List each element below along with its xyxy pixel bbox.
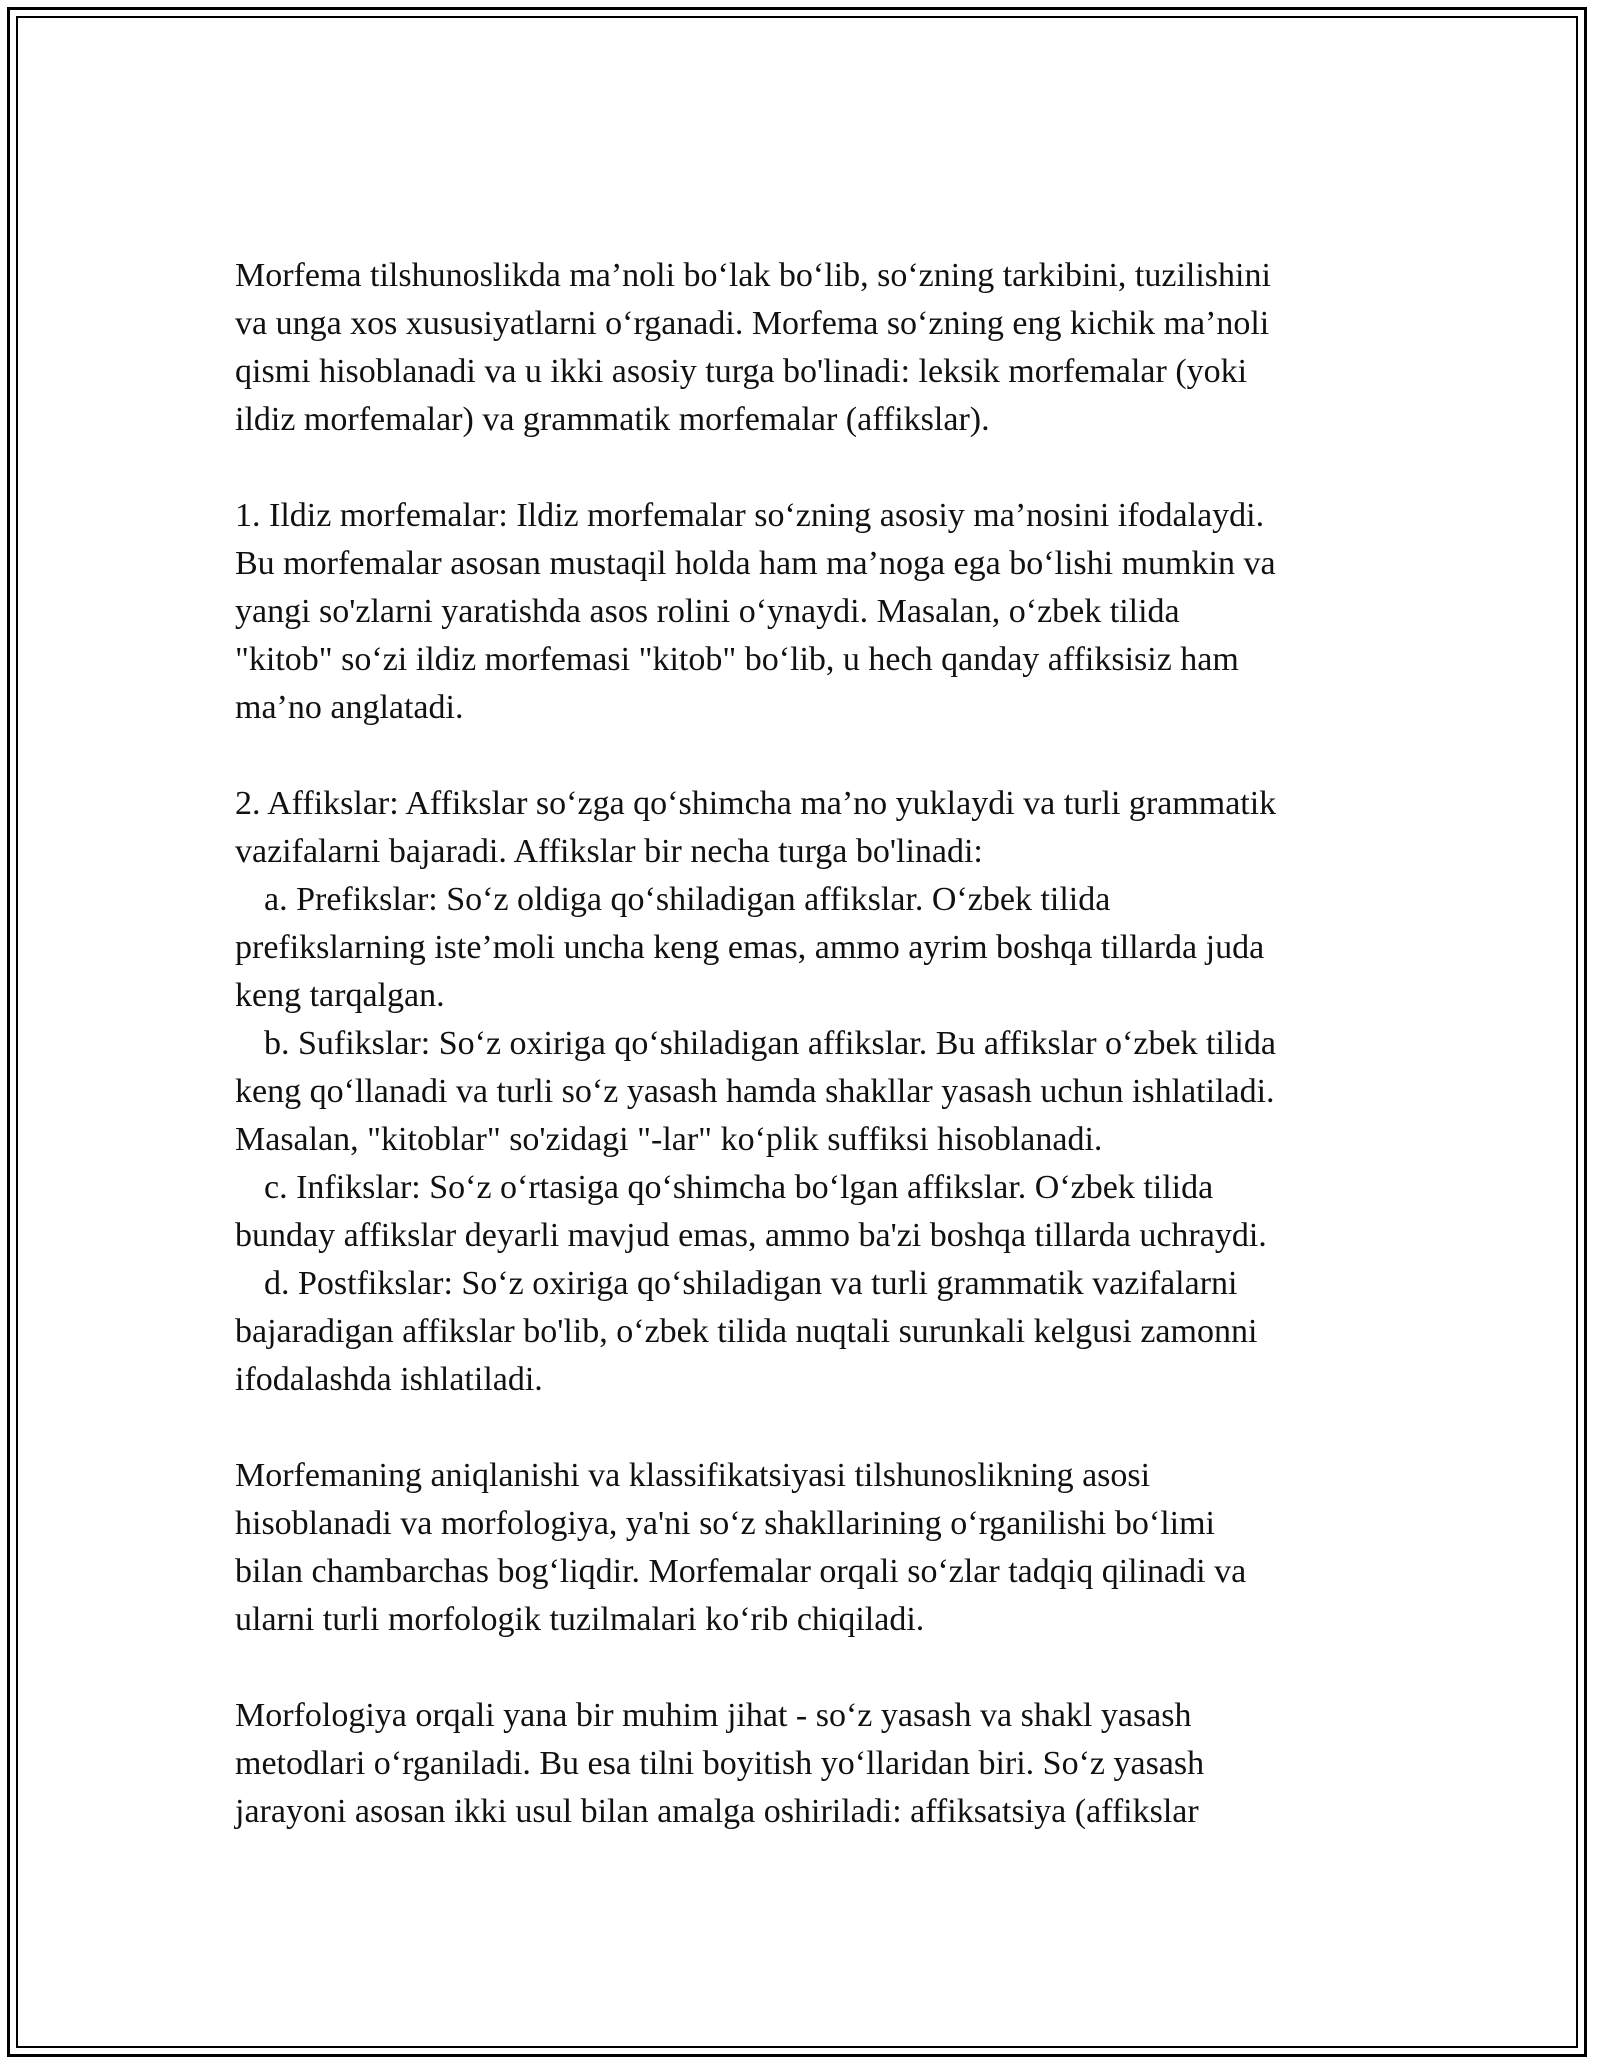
list-item-label: a. Prefikslar: So‘z oldiga qo‘shiladigan affikslar. O‘zbek tilida: [264, 881, 1111, 918]
list-item-suffixes: [235, 1020, 1375, 1164]
text-line: ildiz morfemalar) va grammatik morfemalar (affikslar).: [235, 401, 990, 438]
text-line: hisoblanadi va morfologiya, ya'ni so‘z shakllarining o‘rganilishi bo‘limi: [235, 1505, 1215, 1542]
paragraph-morphology: [235, 1692, 1375, 1836]
text-line: 2. Affikslar: Affikslar so‘zga qo‘shimcha ma’no yuklaydi va turli grammatik: [235, 785, 1277, 822]
paragraph-spacer: [235, 732, 1375, 780]
text-line: ma’no anglatadi.: [235, 689, 464, 726]
text-line: Morfema tilshunoslikda ma’noli bo‘lak bo‘lib, so‘zning tarkibini, tuzilishini: [235, 257, 1271, 294]
text-line: ularni turli morfologik tuzilmalari ko‘rib chiqiladi.: [235, 1601, 925, 1638]
text-line: ifodalashda ishlatiladi.: [235, 1361, 543, 1398]
paragraph-root-morphemes: [235, 492, 1375, 732]
paragraph-spacer: [235, 1404, 1375, 1452]
paragraph-classification: [235, 1452, 1375, 1644]
text-line: Bu morfemalar asosan mustaqil holda ham ma’noga ega bo‘lishi mumkin va: [235, 545, 1276, 582]
paragraph-spacer: [235, 444, 1375, 492]
text-line: Morfologiya orqali yana bir muhim jihat - so‘z yasash va shakl yasash: [235, 1697, 1192, 1734]
list-item-prefixes: [235, 876, 1375, 1020]
document-body: [235, 252, 1375, 1836]
list-item-label: d. Postfikslar: So‘z oxiriga qo‘shiladigan va turli grammatik vazifalarni: [264, 1265, 1238, 1302]
text-line: metodlari o‘rganiladi. Bu esa tilni boyitish yo‘llaridan biri. So‘z yasash: [235, 1745, 1205, 1782]
text-line: bajaradigan affikslar bo'lib, o‘zbek tilida nuqtali surunkali kelgusi zamonni: [235, 1313, 1258, 1350]
list-item-infixes: [235, 1164, 1375, 1260]
list-item-label: c. Infikslar: So‘z o‘rtasiga qo‘shimcha bo‘lgan affikslar. O‘zbek tilida: [264, 1169, 1214, 1206]
text-line: yangi so'zlarni yaratishda asos rolini o‘ynaydi. Masalan, o‘zbek tilida: [235, 593, 1180, 630]
text-line: bunday affikslar deyarli mavjud emas, ammo ba'zi boshqa tillarda uchraydi.: [235, 1217, 1267, 1254]
text-line: keng tarqalgan.: [235, 977, 445, 1014]
text-line: jarayoni asosan ikki usul bilan amalga oshiriladi: affiksatsiya (affikslar: [235, 1793, 1199, 1830]
paragraph-intro: [235, 252, 1375, 444]
paragraph-spacer: [235, 1644, 1375, 1692]
text-line: Morfemaning aniqlanishi va klassifikatsiyasi tilshunoslikning asosi: [235, 1457, 1151, 1494]
text-line: 1. Ildiz morfemalar: Ildiz morfemalar so‘zning asosiy ma’nosini ifodalaydi.: [235, 497, 1265, 534]
text-line: qismi hisoblanadi va u ikki asosiy turga bo'linadi: leksik morfemalar (yoki: [235, 353, 1248, 390]
text-line: Masalan, "kitoblar" so'zidagi "-lar" ko‘plik suffiksi hisoblanadi.: [235, 1121, 1103, 1158]
text-line: bilan chambarchas bog‘liqdir. Morfemalar orqali so‘zlar tadqiq qilinadi va: [235, 1553, 1247, 1590]
text-line: vazifalarni bajaradi. Affikslar bir necha turga bo'linadi:: [235, 833, 983, 870]
text-line: prefikslarning iste’moli uncha keng emas, ammo ayrim boshqa tillarda juda: [235, 929, 1265, 966]
text-line: "kitob" so‘zi ildiz morfemasi "kitob" bo‘lib, u hech qanday affiksisiz ham: [235, 641, 1239, 678]
paragraph-affixes: [235, 780, 1375, 1404]
list-item-label: b. Sufikslar: So‘z oxiriga qo‘shiladigan affikslar. Bu affikslar o‘zbek tilida: [264, 1025, 1276, 1062]
text-line: va unga xos xususiyatlarni o‘rganadi. Morfema so‘zning eng kichik ma’noli: [235, 305, 1270, 342]
list-item-postfixes: [235, 1260, 1375, 1404]
text-line: keng qo‘llanadi va turli so‘z yasash hamda shakllar yasash uchun ishlatiladi.: [235, 1073, 1275, 1110]
